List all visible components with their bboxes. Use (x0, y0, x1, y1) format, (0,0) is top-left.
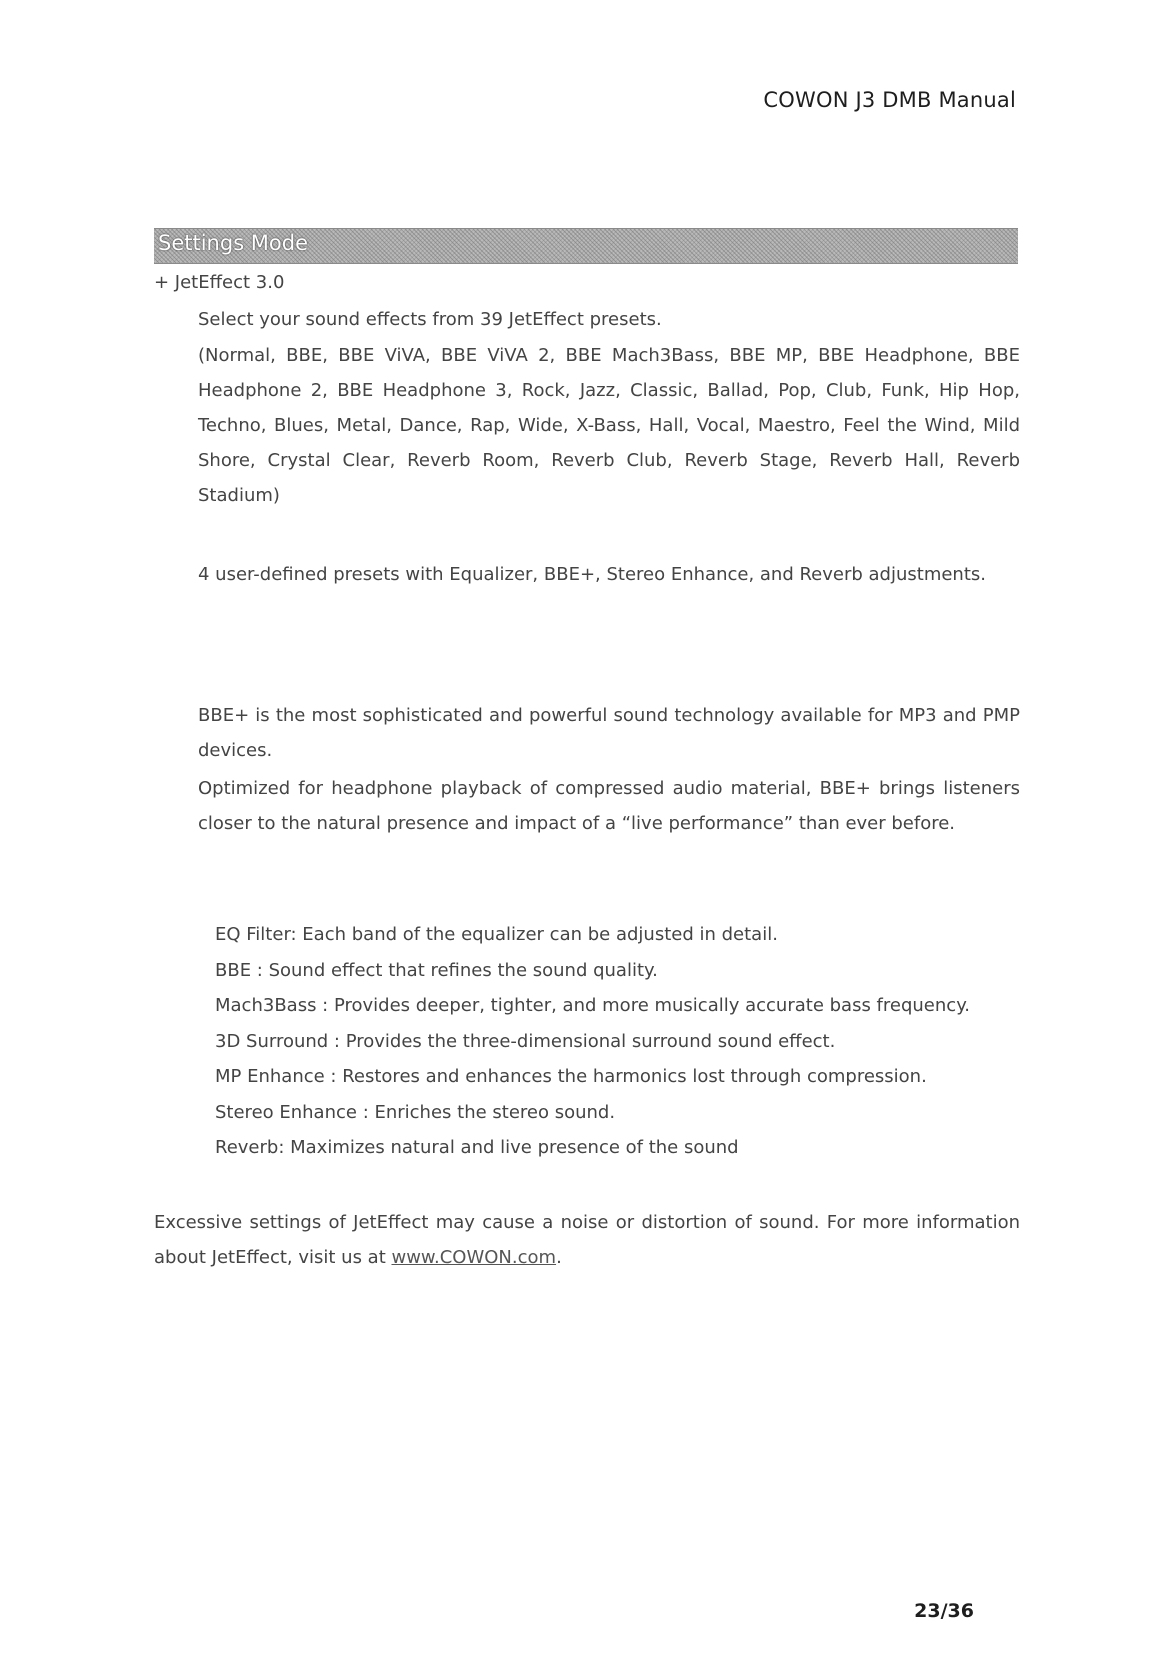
feature-item-stereo-enhance: Stereo Enhance : Enriches the stereo sound. (215, 1101, 616, 1123)
warning-end: . (556, 1247, 562, 1268)
feature-item-3d-surround: 3D Surround : Provides the three-dimensional surround sound effect. (215, 1030, 836, 1052)
section-header-bar (154, 228, 1018, 264)
feature-item-bbe: BBE : Sound effect that refines the sound quality. (215, 959, 658, 981)
bbe-description: BBE+ is the most sophisticated and powerful sound technology available for MP3 and PMP devices. (198, 705, 1020, 761)
section-title: Settings Mode (158, 231, 309, 255)
feature-heading: + JetEffect 3.0 (154, 272, 285, 293)
page-number: 23/36 (914, 1600, 974, 1622)
cowon-website-link[interactable]: www.COWON.com (391, 1247, 557, 1268)
warning-text: Excessive settings of JetEffect may cause a noise or distortion of sound. For more information about JetEffect, visit us at (154, 1212, 1020, 1268)
warning-note (154, 1205, 1020, 1275)
feature-item-eq-filter: EQ Filter: Each band of the equalizer can be adjusted in detail. (215, 924, 778, 945)
feature-item-mp-enhance: MP Enhance : Restores and enhances the harmonics lost through compression. (215, 1066, 927, 1087)
presets-intro: Select your sound effects from 39 JetEffect presets. (198, 309, 662, 330)
manual-title: COWON J3 DMB Manual (763, 88, 1016, 112)
user-presets-note: 4 user-defined presets with Equalizer, BBE+, Stereo Enhance, and Reverb adjustments. (198, 564, 986, 585)
bbe-optimized-description: Optimized for headphone playback of compressed audio material, BBE+ brings listeners closer to the natural presence and impact of a “live performance” than ever before. (198, 778, 1020, 834)
feature-item-reverb: Reverb: Maximizes natural and live presence of the sound (215, 1137, 739, 1158)
presets-list: (Normal, BBE, BBE ViVA, BBE ViVA 2, BBE Mach3Bass, BBE MP, BBE Headphone, BBE Headphone 2, BBE Headphone 3, Rock, Jazz, Classic, Ballad, Pop, Club, Funk, Hip Hop, Techno, Blues, Metal, Dance, Rap, Wide, X-Bass, Hall, Vocal, Maestro, Feel the Wind, Mild Shore, Crystal Clear, Reverb Room, Reverb Club, Reverb Stage, Reverb Hall, Reverb Stadium) (198, 345, 1020, 506)
feature-item-mach3bass: Mach3Bass : Provides deeper, tighter, and more musically accurate bass frequency. (215, 995, 970, 1016)
feature-list (215, 917, 1035, 1166)
